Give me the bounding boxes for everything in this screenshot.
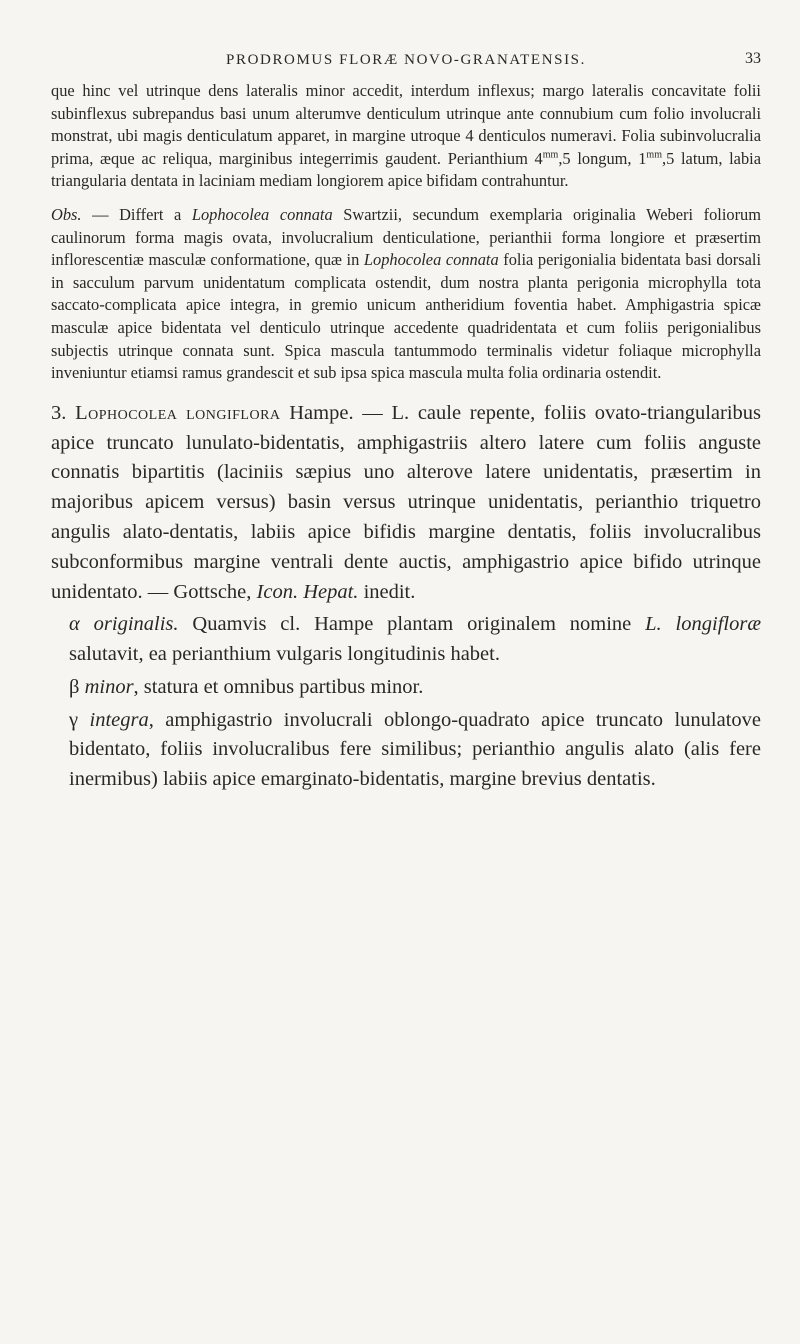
variety-letter: γ <box>69 708 79 731</box>
obs-text-2: Swartzii, secundum exemplaria originalia Weberi foliorum caulinorum forma magis ovata, involucralium denticulatione, perianthii forma longiore et præsertim inflorescentiæ masculæ conformatione, quæ in <box>51 204 761 270</box>
genus-name: Lophocolea <box>75 401 178 424</box>
author-name: Hampe. <box>289 401 354 424</box>
variety-letter: α <box>69 613 80 636</box>
species-description <box>51 399 761 608</box>
variety-alpha <box>51 610 761 670</box>
intro-text-2: ,5 longum, 1 <box>558 148 647 168</box>
species-number: 3. <box>51 401 67 424</box>
intro-text: que hinc vel utrinque dens lateralis minor accedit, interdum inflexus; margo lateralis concavitate folii subinflexus subrepandus basi unum alterumve denticulum utrinque ante connubium cum folio involucrali monstrat, ubi magis denticulatum apparet, in margine utroque 4 denticulos numeravi. Folia subinvolucralia prima, æque ac reliqua, marginibus integerrimis gaudent. Perianthium 4 <box>51 81 761 168</box>
page <box>51 0 761 795</box>
obs-paragraph <box>51 204 761 385</box>
epithet-name: longiflora <box>186 401 281 424</box>
variety-name: minor <box>84 675 134 698</box>
species-name: Lophocolea connata <box>191 204 333 224</box>
obs-text-1: — Differt a <box>81 204 192 224</box>
unit-mm: mm <box>542 149 559 161</box>
reference-title: Icon. Hepat. <box>256 580 359 603</box>
variety-beta <box>51 673 761 703</box>
variety-name: originalis. <box>93 613 179 636</box>
species-name: Lophocolea connata <box>363 250 499 270</box>
variety-text: , statura et omnibus partibus minor. <box>133 675 424 698</box>
page-number: 33 <box>745 50 761 67</box>
variety-letter: β <box>69 675 80 698</box>
small-print-section <box>51 80 761 385</box>
intro-text-3: ,5 latum, labia triangularia dentata in laciniam mediam longiorem apice bifidam contrahuntur. <box>51 148 761 191</box>
variety-gamma <box>51 706 761 795</box>
unit-mm: mm <box>646 149 662 161</box>
obs-label: Obs. <box>51 204 82 224</box>
variety-name: integra <box>89 708 149 731</box>
variety-text: , amphigastrio involucrali oblongo-quadrato apice truncato lunulatove bidentato, foliis involucralibus fere similibus; perianthio angulis alato (alis fere inermibus) labiis apice emarginato-bidentatis, margine brevius dentatis. <box>69 708 761 791</box>
variety-text: Quamvis cl. Hampe plantam originalem nomine <box>178 613 646 636</box>
description-text: — L. caule repente, foliis ovato-triangularibus apice truncato lunulato-bidentatis, amphigastriis altero latere cum foliis anguste connatis bipartitis (laciniis sæpius uno alterove latere unidentatis, præsertim in majoribus apicem versus) basin versus utrinque unidentatis, perianthio triquetro angulis alato-dentatis, labiis apice bifidis margine dentatis, foliis involucralibus subconformibus margine ventrali dente auctis, amphigastrio apice bifido utrinque unidentato. — Gottsche, <box>51 401 761 603</box>
species-name: L. longifloræ <box>645 613 761 636</box>
running-head <box>51 0 761 80</box>
reference-tail: inedit. <box>358 580 416 603</box>
running-title: PRODROMUS FLORÆ NOVO-GRANATENSIS. <box>226 52 586 68</box>
variety-text-2: salutavit, ea perianthium vulgaris longitudinis habet. <box>69 643 500 666</box>
obs-text-3: folia perigonialia bidentata basi dorsali in sacculum parvum unidentatum complicata ostendit, dum nostra planta perigonia microphylla tota saccato-complicata apice integra, in gremio unicum antheridium foventia habet. Amphigastria spicæ masculæ apice bidentata vel denticulo utrinque accedente quadridentata et cum foliis perigonialibus subjectis utrinque connata sunt. Spica mascula tantummodo terminalis videtur foliaque microphylla inveniuntur etiamsi ramus grandescit et sub ipsa spica mascula multa folia ordinaria ostendit. <box>51 250 762 383</box>
species-entry <box>51 399 761 795</box>
intro-paragraph <box>51 80 761 193</box>
